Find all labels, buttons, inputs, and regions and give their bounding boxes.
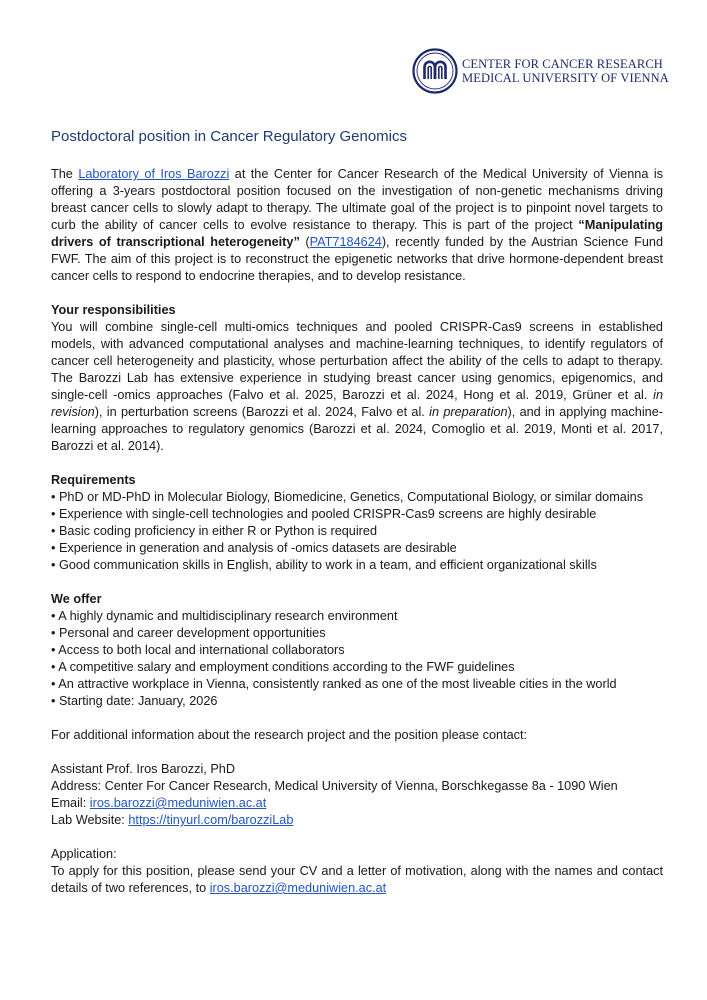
intro-text: The [51,167,79,181]
application-heading: Application: [51,847,117,861]
list-item: • Access to both local and international collaborators [51,642,663,659]
responsibilities-text: ), and in applying machine-learning approaches to regulatory genomics (Barozzi et al. 2024, Comoglio et al. 2019, Monti et al. 2017, Barozzi et al. 2014). [51,405,663,453]
list-item: • An attractive workplace in Vienna, consistently ranked as one of the most liveable cities in the world [51,676,663,693]
logo-line-1: CENTER FOR CANCER RESEARCH [462,57,663,71]
intro-text: ( [299,235,310,249]
application-paragraph [51,863,663,897]
cc-monogram-emblem-icon [412,48,458,94]
intro-paragraph [51,166,663,285]
website-label: Lab Website: [51,813,129,827]
list-item: • Personal and career development opportunities [51,625,663,642]
requirements-heading: Requirements [51,473,136,487]
requirements-list [51,489,663,574]
list-item: • Experience in generation and analysis of -omics datasets are desirable [51,540,663,557]
intro-text: ), recently funded by the Austrian Science Fund FWF. The aim of this project is to reconstruct the epigenetic networks that drive hormone-dependent breast cancer cells to respond to endocrine therapies, and to develop resistance. [51,235,664,283]
contact-intro: For additional information about the research project and the position please contact: [51,728,528,742]
document-body [51,166,663,897]
page-title: Postdoctoral position in Cancer Regulatory Genomics [51,128,408,145]
lab-link[interactable]: Laboratory of Iros Barozzi [78,167,230,181]
list-item: • Good communication skills in English, ability to work in a team, and efficient organizational skills [51,557,663,574]
grant-link[interactable]: PAT7184624 [309,235,382,249]
application-text: To apply for this position, please send your CV and a letter of motivation, along with the names and contact details of two references, to [51,864,663,895]
offer-list [51,608,663,710]
list-item: • Starting date: January, 2026 [51,693,663,710]
contact-address: Address: Center For Cancer Research, Medical University of Vienna, Borschkegasse 8a - 1090 Wien [51,779,618,793]
contact-name: Assistant Prof. Iros Barozzi, PhD [51,762,236,776]
application-email-link[interactable]: iros.barozzi@meduniwien.ac.at [209,881,387,895]
email-label: Email: [51,796,90,810]
list-item: • Basic coding proficiency in either R or Python is required [51,523,663,540]
contact-email-line [51,795,663,812]
offer-heading: We offer [51,592,102,606]
list-item: • A competitive salary and employment conditions according to the FWF guidelines [51,659,663,676]
list-item: • A highly dynamic and multidisciplinary research environment [51,608,663,625]
responsibilities-paragraph [51,319,663,455]
contact-website-line [51,812,663,829]
italic-note: in revision [51,388,663,419]
logo-text [462,57,669,85]
responsibilities-text: You will combine single-cell multi-omics techniques and pooled CRISPR-Cas9 screens in established models, with advanced computational analyses and machine-learning techniques, to identify regulators of cancer cell heterogeneity and plasticity, whose perturbation affect the ability of the cells to adapt to therapy. The Barozzi Lab has extensive experience in studying breast cancer using genomics, epigenomics, and single-cell -omics approaches (Falvo et al. 2025, Barozzi et al. 2024, Hong et al. 2019, Grüner et al. [51,320,663,402]
responsibilities-text: ), in perturbation screens (Barozzi et al. 2024, Falvo et al. [94,405,430,419]
logo-line-2: MEDICAL UNIVERSITY OF VIENNA [462,71,669,85]
responsibilities-heading: Your responsibilities [51,303,176,317]
italic-note: in preparation [429,405,508,419]
intro-text: at the Center for Cancer Research of the Medical University of Vienna is offering a 3-years postdoctoral position focused on the investigation of non-genetic mechanisms driving breast cancer cells to slowly adapt to therapy. The ultimate goal of the project is to pinpoint novel targets to curb the ability of cancer cells to evolve resistance to therapy. This is part of the project [51,167,663,232]
lab-website-link[interactable]: https://tinyurl.com/barozziLab [128,813,294,827]
list-item: • PhD or MD-PhD in Molecular Biology, Biomedicine, Genetics, Computational Biology, or similar domains [51,489,663,506]
header-logo [412,48,669,94]
contact-email-link[interactable]: iros.barozzi@meduniwien.ac.at [89,796,267,810]
list-item: • Experience with single-cell technologies and pooled CRISPR-Cas9 screens are highly desirable [51,506,663,523]
project-name: “Manipulating drivers of transcriptional heterogeneity” [51,218,663,249]
